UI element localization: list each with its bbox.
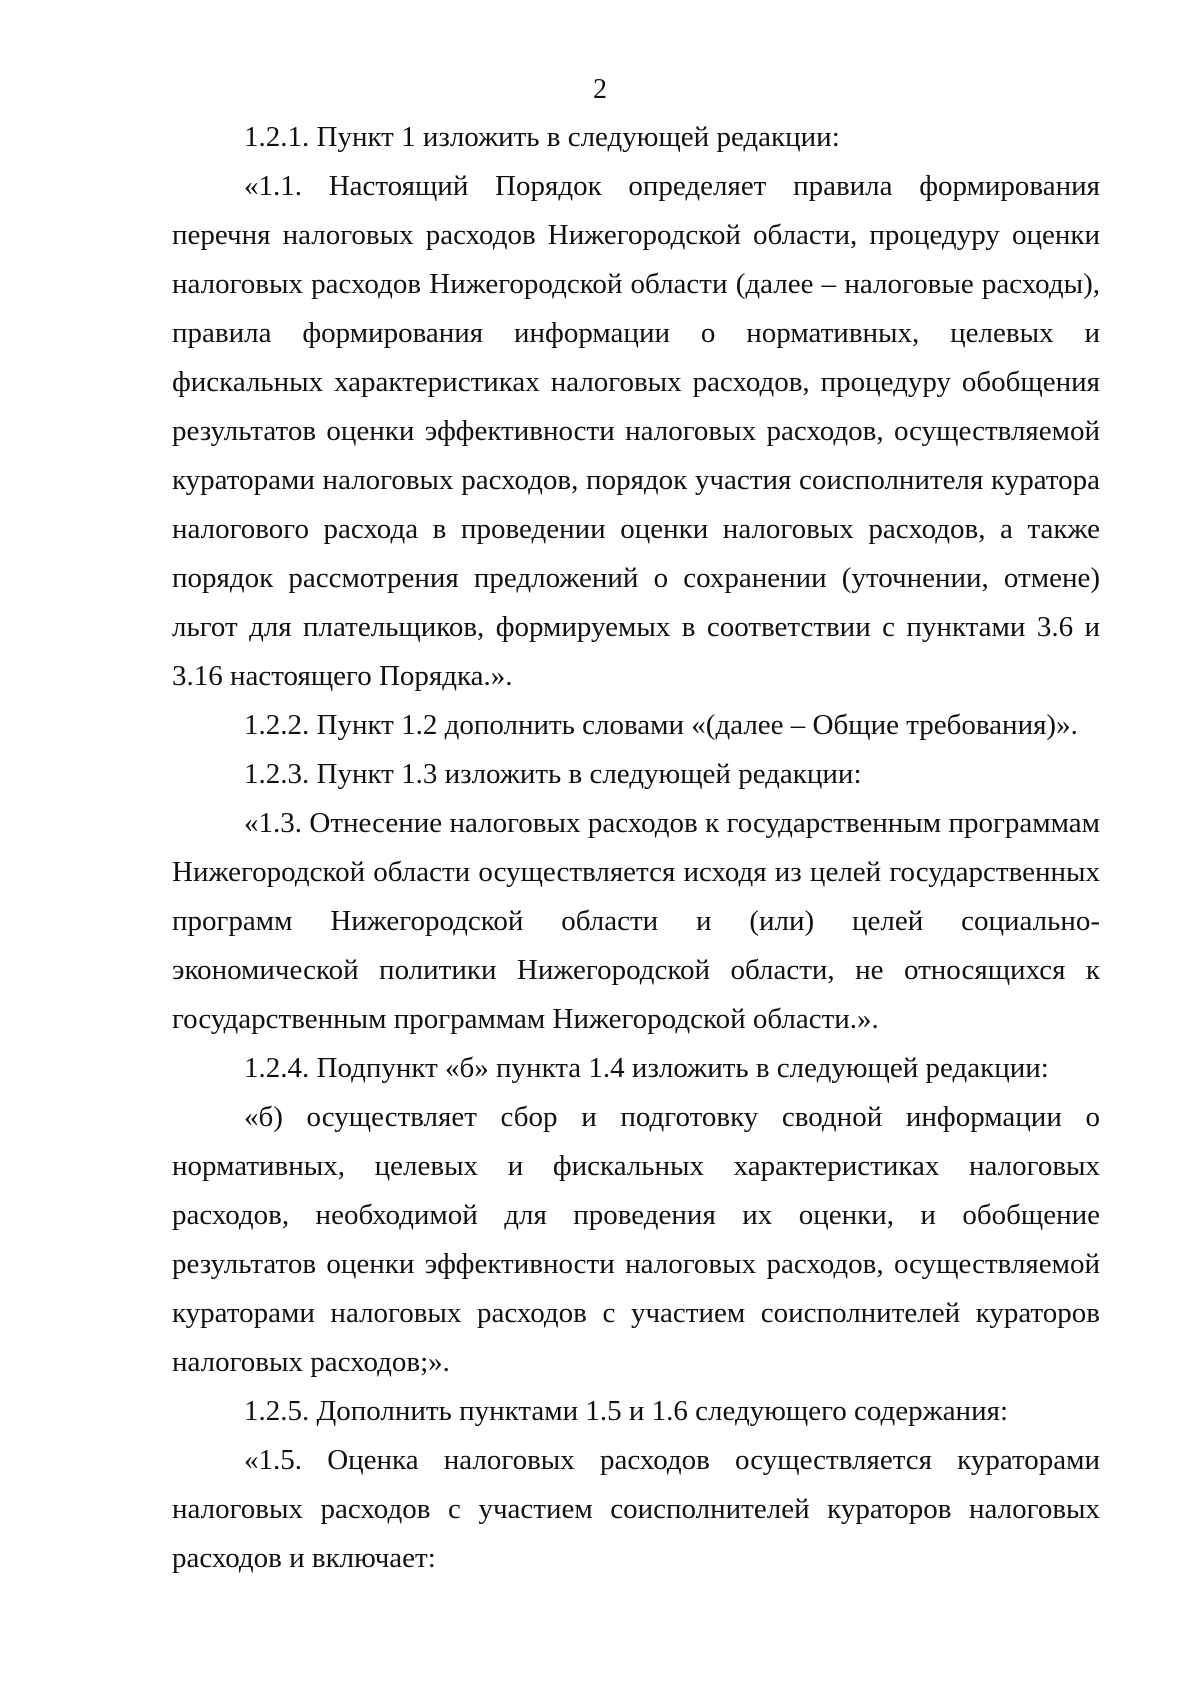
paragraph-1-2-3: 1.2.3. Пункт 1.3 изложить в следующей редакции: [244, 758, 862, 790]
page-number: 2 [593, 74, 607, 105]
paragraph-1-2-4: 1.2.4. Подпункт «б» пункта 1.4 изложить в следующей редакции: [244, 1052, 1049, 1084]
paragraph-quote-b: «б) осуществляет сбор и подготовку сводной информации о нормативных, целевых и фискальных характеристиках налоговых расходов, необходимой для проведения их оценки, и обобщение результатов оценки эффективности налоговых расходов, осуществляемой кураторами налоговых расходов с участием соисполнителей кураторов налоговых расходов;». [172, 1101, 1100, 1378]
paragraph-quote-1-1: «1.1. Настоящий Порядок определяет правила формирования перечня налоговых расходов Нижегородской области, процедуру оценки налоговых расходов Нижегородской области (далее – налоговые расходы), правила формирования информации о нормативных, целевых и фискальных характеристиках налоговых расходов, процедуру обобщения результатов оценки эффективности налоговых расходов, осуществляемой кураторами налоговых расходов, порядок участия соисполнителя куратора налогового расхода в проведении оценки налоговых расходов, а также порядок рассмотрения предложений о сохранении (уточнении, отмене) льгот для плательщиков, формируемых в соответствии с пунктами 3.6 и 3.16 настоящего Порядка.». [172, 170, 1100, 692]
paragraph-1-2-5: 1.2.5. Дополнить пунктами 1.5 и 1.6 следующего содержания: [244, 1395, 1008, 1427]
paragraph-1-2-2: 1.2.2. Пункт 1.2 дополнить словами «(далее – Общие требования)». [244, 709, 1078, 741]
document-body [172, 113, 1100, 1583]
paragraph-quote-1-3: «1.3. Отнесение налоговых расходов к государственным программам Нижегородской области осуществляется исходя из целей государственных программ Нижегородской области и (или) целей социально-экономической политики Нижегородской области, не относящихся к государственным программам Нижегородской области.». [172, 807, 1100, 1035]
paragraph-quote-1-5: «1.5. Оценка налоговых расходов осуществляется кураторами налоговых расходов с участием соисполнителей кураторов налоговых расходов и включает: [172, 1444, 1100, 1574]
paragraph-1-2-1: 1.2.1. Пункт 1 изложить в следующей редакции: [244, 121, 840, 153]
